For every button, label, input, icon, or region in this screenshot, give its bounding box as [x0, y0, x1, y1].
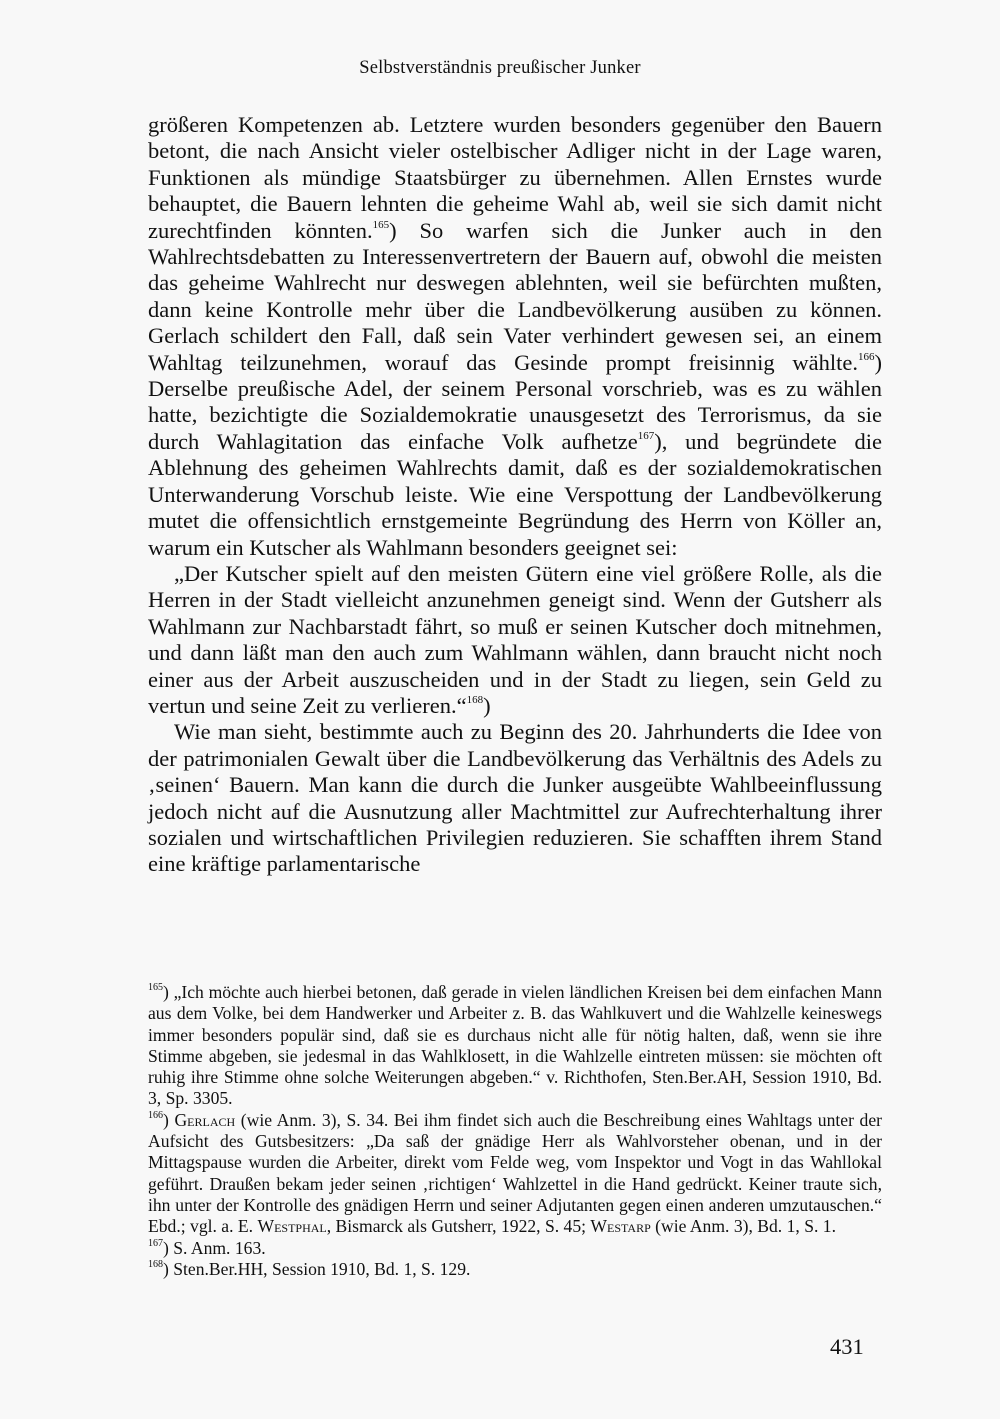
paragraph-3: Wie man sieht, bestimmte auch zu Beginn des 20. Jahrhunderts die Idee von der patrimonialen Gewalt über die Landbevölkerung das Verhältnis des Adels zu ‚seinen‘ Bauern. Man kann die durch die Junker ausgeübte Wahlbeeinflussung jedoch nicht auf die Ausnutzung aller Machtmittel zur Aufrechterhaltung ihrer sozialen und wirtschaftlichen Privilegien reduzieren. Sie schafften ihrem Stand eine kräftige parlamentarische — [148, 719, 882, 877]
paragraph-1-text-b: ) So warfen sich die Junker auch in den Wahlrechtsdebatten zu Interessenvertretern der Bauern auf, obwohl die meisten das geheime Wahlrecht nur deswegen ablehnten, weil sie befürchten mußten, dann keine Kontrolle mehr über die Landbevölkerung ausüben zu können. Gerlach schildert den Fall, daß sein Vater verhindert gewesen sei, an einem Wahltag teilzunehmen, worauf das Gesinde prompt freisinnig wählte. — [148, 217, 882, 375]
paragraph-1 — [148, 112, 882, 561]
author-name-westphal: Westphal — [257, 1216, 327, 1237]
footnote-168 — [148, 1259, 882, 1280]
footnote-text: (wie Anm. 3), S. 34. Bei ihm findet sich auch die Beschreibung eines Wahltags unter der Aufsicht des Gutsbesitzers: „Da saß der gnädige Herr als Wahlvorsteher obenan, und in der Mittagspause wurden die Arbeiter, direkt vom Felde weg, vom Inspektor und Vogt in das Wahllokal geführt. Draußen bekam jeder seinen ‚richtigen‘ Wahlzettel in die Hand gedrückt. Keiner traute sich, ihn unter der Kontrolle des gnädigen Herrn und seiner Adjutanten gegen einen anderen umzutauschen.“ Ebd.; vgl. a. E. — [148, 1109, 882, 1237]
footnote-167 — [148, 1238, 882, 1259]
footnote-number: 168 — [148, 1258, 163, 1270]
footnotes — [148, 982, 882, 1280]
main-text — [148, 112, 882, 878]
footnote-ref-165[interactable]: 165 — [372, 218, 390, 231]
paragraph-1-text-a: größeren Kompetenzen ab. Letztere wurden besonders gegenüber den Bauern betont, die nach Ansicht vieler ostelbischer Adliger nicht in der Lage waren, Funktionen als mündige Staatsbürger zu übernehmen. Allen Ernstes wurde behauptet, die Bauern lehnten die geheime Wahl ab, weil sie sich damit nicht zurechtfinden könnten. — [148, 112, 882, 243]
footnote-number: 166 — [148, 1109, 163, 1121]
footnote-ref-166[interactable]: 166 — [858, 350, 875, 363]
quote-close: ) — [483, 692, 491, 718]
footnote-ref-168[interactable]: 168 — [466, 693, 484, 706]
footnote-text: ) Sten.Ber.HH, Session 1910, Bd. 1, S. 129. — [163, 1258, 471, 1279]
footnote-text: ) „Ich möchte auch hierbei betonen, daß gerade in vielen ländlichen Kreisen bei dem einfachen Mann aus dem Volke, bei dem Handwerker und Arbeiter z. B. das Wahlkuvert und die Wahlzelle keineswegs immer besonders populär sind, daß sie es durchaus nicht alle für nötig halten, daß, wenn sie ihre Stimme abgeben, sie jedesmal in das Wahlklosett, in die Wahlzelle eintreten müssen: sie möchten oft ruhig ihre Stimme ohne solche Weiterungen abgeben.“ v. Richthofen, Sten.Ber.AH, Session 1910, Bd. 3, Sp. 3305. — [148, 982, 882, 1109]
footnote-text: ) — [163, 1109, 175, 1130]
footnote-ref-167[interactable]: 167 — [637, 429, 655, 442]
paragraph-1-text-d: ), und begründete die Ablehnung des geheimen Wahlrechts damit, daß es der sozialdemokratischen Unterwanderung Vorschub leiste. Wie eine Verspottung der Landbevölkerung mutet die offensichtlich ernstgemeinte Begründung des Herrn von Köller an, warum ein Kutscher als Wahlmann besonders geeignet sei: — [148, 428, 883, 560]
footnote-number: 167 — [148, 1237, 163, 1249]
footnote-text: ) S. Anm. 163. — [163, 1237, 266, 1258]
quote-text: „Der Kutscher spielt auf den meisten Gütern eine viel größere Rolle, als die Herren in der Stadt vielleicht anzunehmen geneigt sind. Wenn der Gutsherr als Wahlmann zur Nachbarstadt fährt, so muß er seinen Kutscher doch mitnehmen, und dann läßt man den auch zum Wahlmann wählen, dann braucht nicht noch einer aus der Arbeit auszuscheiden und in der Stadt zu liegen, sein Geld zu vertun und seine Zeit zu verlieren.“ — [148, 560, 882, 718]
page-number: 431 — [830, 1334, 864, 1359]
author-name-westarp: Westarp — [590, 1216, 651, 1237]
footnote-165 — [148, 982, 882, 1110]
paragraph-1-text-c: ) Derselbe preußische Adel, der seinem Personal vorschrieb, was es zu wählen hatte, bezichtigte die Sozialdemokratie unausgesetzt des Terrorismus, da sie durch Wahlagitation das einfache Volk aufhetze — [148, 349, 882, 454]
author-name-gerlach: Gerlach — [174, 1109, 236, 1130]
footnote-text: (wie Anm. 3), Bd. 1, S. 1. — [650, 1216, 836, 1237]
footnote-166 — [148, 1110, 882, 1238]
footnote-text: , Bismarck als Gutsherr, 1922, S. 45; — [326, 1216, 591, 1237]
quote-paragraph — [148, 561, 882, 719]
running-head: Selbstverständnis preußischer Junker — [359, 58, 641, 78]
footnote-number: 165 — [148, 982, 163, 993]
